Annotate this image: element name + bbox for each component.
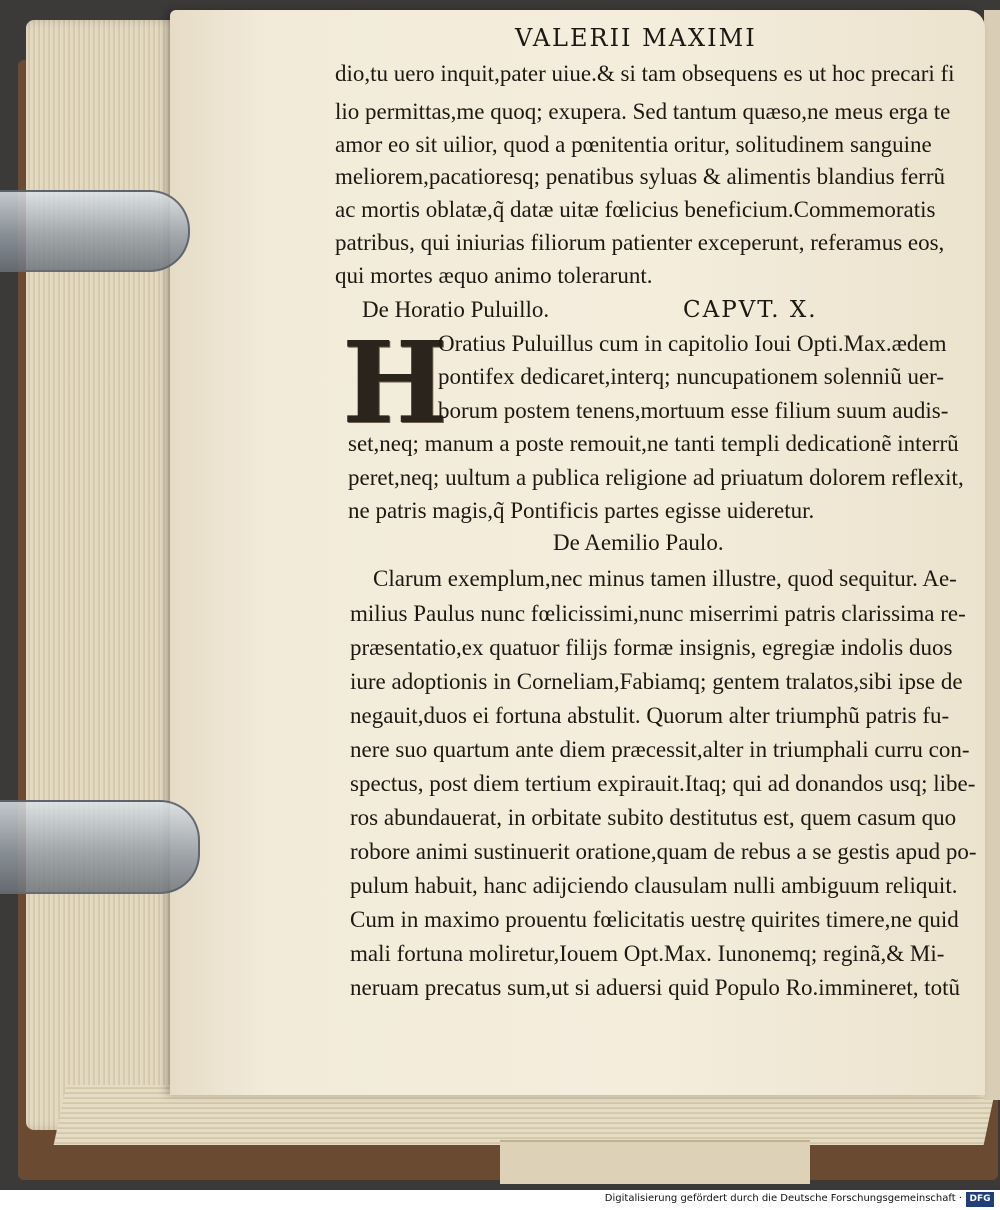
section-subtitle: De Aemilio Paulo. <box>553 530 724 555</box>
chapter-label: CAPVT. X. <box>683 297 818 323</box>
page-right-edge <box>984 10 1000 1100</box>
text-line: nere suo quartum ante diem præcessit,alter in triumphali curru con- <box>350 737 970 762</box>
text-line: ac mortis oblatæ,q̃ datæ uitæ fœlicius beneficium.Commemoratis <box>335 197 936 222</box>
text-line: ne patris magis,q̃ Pontificis partes egisse uideretur. <box>348 498 815 523</box>
text-line: patribus, qui iniurias filiorum patienter exceperunt, referamus eos, <box>335 230 945 255</box>
text-line: neruam precatus sum,ut si aduersi quid Populo Ro.immineret, totũ <box>350 975 961 1000</box>
footer-bar <box>0 1190 1000 1210</box>
drop-cap-initial: H <box>342 318 448 449</box>
text-line: Oratius Puluillus cum in capitolio Ioui Opti.Max.ædem <box>438 331 947 356</box>
section-title: De Horatio Puluillo. <box>362 297 550 322</box>
footer-credit: Digitalisierung gefördert durch die Deutsche Forschungsgemeinschaft · <box>604 1193 962 1204</box>
text-line: borum postem tenens,mortuum esse filium suum audis- <box>438 398 949 423</box>
text-line: Clarum exemplum,nec minus tamen illustre, quod sequitur. Ae- <box>373 566 957 591</box>
dfg-logo: DFG <box>966 1192 994 1207</box>
text-line: peret,neq; uultum a publica religione ad priuatum dolorem reflexit, <box>348 465 964 490</box>
text-line: lio permittas,me quoq; exupera. Sed tantum quæso,ne meus erga te <box>335 99 951 124</box>
running-head: VALERII MAXIMI <box>515 24 757 52</box>
text-line: dio,tu uero inquit,pater uiue.& si tam obsequens es ut hoc precari fi <box>335 61 955 86</box>
text-line: amor eo sit uilior, quod a pœnitentia oritur, solitudinem sanguine <box>335 132 932 157</box>
text-line: Cum in maximo prouentu fœlicitatis uestrę quirites timere,ne quid <box>350 907 959 932</box>
text-line: ros abundauerat, in orbitate subito destitutus est, quem casum quo <box>350 805 957 830</box>
text-line: meliorem,pacatioresq; penatibus syluas & alimentis blandius ferrũ <box>335 164 945 189</box>
text-line: pontifex dedicaret,interq; nuncupationem solenniũ uer- <box>438 364 945 389</box>
text-line: robore animi sustinuerit oratione,quam de rebus a se gestis apud po- <box>350 839 977 864</box>
text-line: præsentatio,ex quatuor filijs formæ insignis, egregiæ indolis duos <box>350 635 953 660</box>
text-line: mali fortuna moliretur,Iouem Opt.Max. Iunonemq; reginã,& Mi- <box>350 941 945 966</box>
page-clamp-bottom <box>0 800 200 894</box>
page-clamp-top <box>0 190 190 272</box>
text-line: negauit,duos ei fortuna abstulit. Quorum alter triumphũ patris fu- <box>350 703 950 728</box>
text-line: qui mortes æquo animo tolerarunt. <box>335 263 653 288</box>
page-stack-bottom-tail <box>500 1140 810 1184</box>
text-line: milius Paulus nunc fœlicissimi,nunc miserrimi patris clarissima re- <box>350 601 966 626</box>
text-line: iure adoptionis in Corneliam,Fabiamq; gentem tralatos,sibi ipse de <box>350 669 963 694</box>
text-line: pulum habuit, hanc adijciendo clausulam nulli ambiguum reliquit. <box>350 873 958 898</box>
text-line: spectus, post diem tertium expirauit.Itaq; qui ad donandos usq; libe- <box>350 771 976 796</box>
text-line: set,neq; manum a poste remouit,ne tanti templi dedicationẽ interrũ <box>348 431 959 456</box>
